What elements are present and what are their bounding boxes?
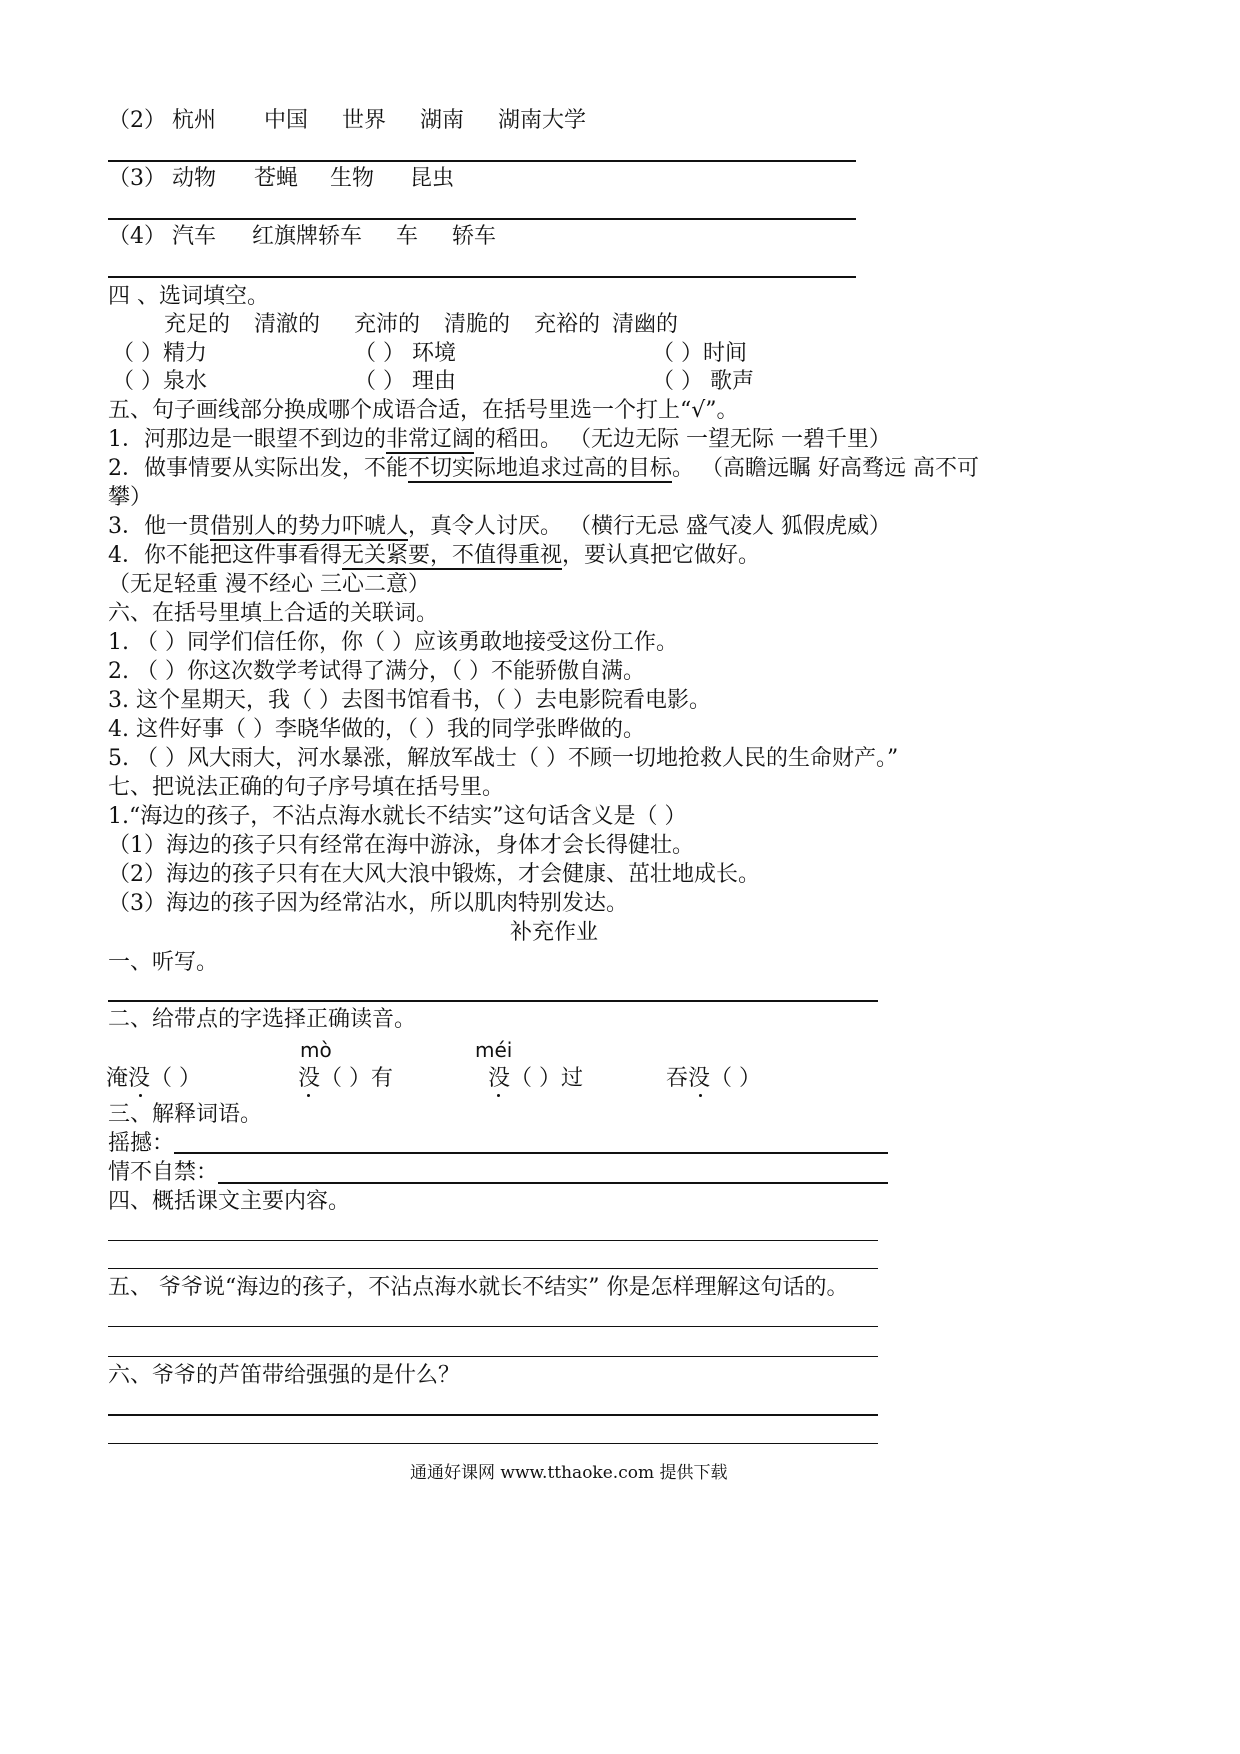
q7-option-2: （2）海边的孩子只有在大风大浪中锻炼，才会健康、茁壮地成长。 xyxy=(108,862,760,887)
emphasis-dot xyxy=(307,1094,310,1097)
answer-line[interactable] xyxy=(108,218,856,220)
answer-line[interactable] xyxy=(108,160,856,162)
answer-line[interactable] xyxy=(108,1414,878,1416)
underlined-phrase: 非常辽阔 xyxy=(386,427,475,452)
q5-4-choices[interactable]: （无足轻重 漫不经心 三心二意） xyxy=(108,572,430,597)
q5-3 xyxy=(108,514,891,540)
q6-3[interactable]: 3. 这个星期天，我（ ）去图书馆看书，（ ）去电影院看电影。 xyxy=(108,688,711,713)
answer-line[interactable] xyxy=(108,1356,878,1357)
q6-1[interactable]: 1. （ ）同学们信任你，你（ ）应该勇敢地接受这份工作。 xyxy=(108,630,678,655)
word: 湖南 xyxy=(420,108,465,133)
q-text: 1．河那边是一眼望不到边的 xyxy=(108,427,386,452)
word: 湖南大学 xyxy=(498,108,587,133)
word: 车 xyxy=(396,224,419,249)
pron-item[interactable]: 淹没（ ） xyxy=(106,1066,201,1091)
q7-1[interactable]: 1.“海边的孩子，不沾点海水就长不结实”这句话含义是（ ） xyxy=(108,804,687,829)
word: 红旗牌轿车 xyxy=(252,224,363,249)
answer-line[interactable] xyxy=(174,1152,888,1154)
dictation-line[interactable] xyxy=(108,1000,878,1002)
fill-blank[interactable]: （ ）泉水 xyxy=(112,369,207,394)
pron-item[interactable]: 吞没（ ） xyxy=(666,1066,761,1091)
answer-line[interactable] xyxy=(108,1240,878,1241)
answer-line[interactable] xyxy=(108,1326,878,1327)
pron-item[interactable]: 没（ ）过 xyxy=(488,1066,583,1091)
emphasis-dot xyxy=(139,1094,142,1097)
q-text: 2．做事情要从实际出发，不能 xyxy=(108,456,408,481)
pron-item[interactable]: 没（ ）有 xyxy=(298,1066,393,1091)
pinyin-mo: mò xyxy=(300,1038,332,1062)
emphasis-dot xyxy=(497,1094,500,1097)
word: 世界 xyxy=(342,108,387,133)
fill-blank[interactable]: （ ）时间 xyxy=(652,341,747,366)
fill-blank[interactable]: （ ） 理由 xyxy=(354,369,456,394)
option: 清澈的 xyxy=(254,312,321,337)
word: 昆虫 xyxy=(410,166,455,191)
q-choices[interactable]: ，真令人讨厌。 （横行无忌 盛气凌人 狐假虎威） xyxy=(408,514,891,539)
word: 动物 xyxy=(172,166,217,191)
answer-line[interactable] xyxy=(218,1182,888,1184)
row-4-num: （4） xyxy=(108,224,166,249)
q-text: 4．你不能把这件事看得 xyxy=(108,543,342,568)
word: 汽车 xyxy=(172,224,217,249)
term-label: 摇撼： xyxy=(108,1131,175,1156)
supp-s1-heading: 一、听写。 xyxy=(108,950,219,975)
option: 充裕的 xyxy=(534,312,601,337)
section-6-heading: 六、在括号里填上合适的关联词。 xyxy=(108,601,439,626)
answer-line[interactable] xyxy=(108,1443,878,1444)
word: 杭州 xyxy=(172,108,217,133)
option: 清脆的 xyxy=(444,312,511,337)
q-choices[interactable]: 。 （高瞻远瞩 好高骛远 高不可 xyxy=(672,456,979,481)
section-5-heading: 五、句子画线部分换成哪个成语合适，在括号里选一个打上“√”。 xyxy=(108,398,739,423)
footer-credit: 通通好课网 www.tthaoke.com 提供下载 xyxy=(410,1463,728,1483)
q6-2[interactable]: 2. （ ）你这次数学考试得了满分，（ ）不能骄傲自满。 xyxy=(108,659,645,684)
supplement-title: 补充作业 xyxy=(510,920,599,945)
section-4-heading: 四 、选词填空。 xyxy=(108,284,269,309)
option: 清幽的 xyxy=(612,312,679,337)
fill-blank[interactable]: （ ） 歌声 xyxy=(652,369,754,394)
q5-2-cont: 攀） xyxy=(108,485,153,510)
fill-blank[interactable]: （ ） 环境 xyxy=(354,341,456,366)
emphasis-dot xyxy=(699,1094,702,1097)
word: 生物 xyxy=(330,166,375,191)
q6-5[interactable]: 5. （ ）风大雨大，河水暴涨，解放军战士（ ）不顾一切地抢救人民的生命财产。” xyxy=(108,746,899,771)
supp-s2-heading: 二、给带点的字选择正确读音。 xyxy=(108,1007,417,1032)
word: 轿车 xyxy=(452,224,497,249)
option: 充足的 xyxy=(164,312,231,337)
supp-s3-heading: 三、解释词语。 xyxy=(108,1102,263,1127)
q5-1 xyxy=(108,427,891,453)
supp-s5-heading: 五、 爷爷说“海边的孩子，不沾点海水就长不结实” 你是怎样理解这句话的。 xyxy=(108,1275,849,1300)
term-label: 情不自禁： xyxy=(108,1160,219,1185)
option: 充沛的 xyxy=(354,312,421,337)
q-text: 3．他一贯 xyxy=(108,514,210,539)
answer-line[interactable] xyxy=(108,1268,878,1269)
pinyin-mei: méi xyxy=(475,1038,513,1062)
row-2-num: （2） xyxy=(108,108,166,133)
underlined-phrase: 无关紧要，不值得重视 xyxy=(342,543,563,568)
q6-4[interactable]: 4. 这件好事（ ）李晓华做的，（ ）我的同学张晔做的。 xyxy=(108,717,645,742)
q5-2 xyxy=(108,456,979,482)
q-text: ，要认真把它做好。 xyxy=(562,543,761,568)
underlined-phrase: 不切实际地追求过高的目标 xyxy=(408,456,673,481)
q-choices[interactable]: 的稻田。 （无边无际 一望无际 一碧千里） xyxy=(474,427,891,452)
row-3-num: （3） xyxy=(108,166,166,191)
q5-4 xyxy=(108,543,760,569)
fill-blank[interactable]: （ ）精力 xyxy=(112,341,207,366)
q7-option-1: （1）海边的孩子只有经常在海中游泳，身体才会长得健壮。 xyxy=(108,833,694,858)
q7-option-3: （3）海边的孩子因为经常沾水，所以肌肉特别发达。 xyxy=(108,891,628,916)
answer-line[interactable] xyxy=(108,276,856,278)
word: 苍蝇 xyxy=(254,166,299,191)
section-7-heading: 七、把说法正确的句子序号填在括号里。 xyxy=(108,775,505,800)
word: 中国 xyxy=(264,108,309,133)
underlined-phrase: 借别人的势力吓唬人 xyxy=(210,514,409,539)
supp-s6-heading: 六、爷爷的芦笛带给强强的是什么？ xyxy=(108,1363,461,1388)
supp-s4-heading: 四、概括课文主要内容。 xyxy=(108,1189,351,1214)
